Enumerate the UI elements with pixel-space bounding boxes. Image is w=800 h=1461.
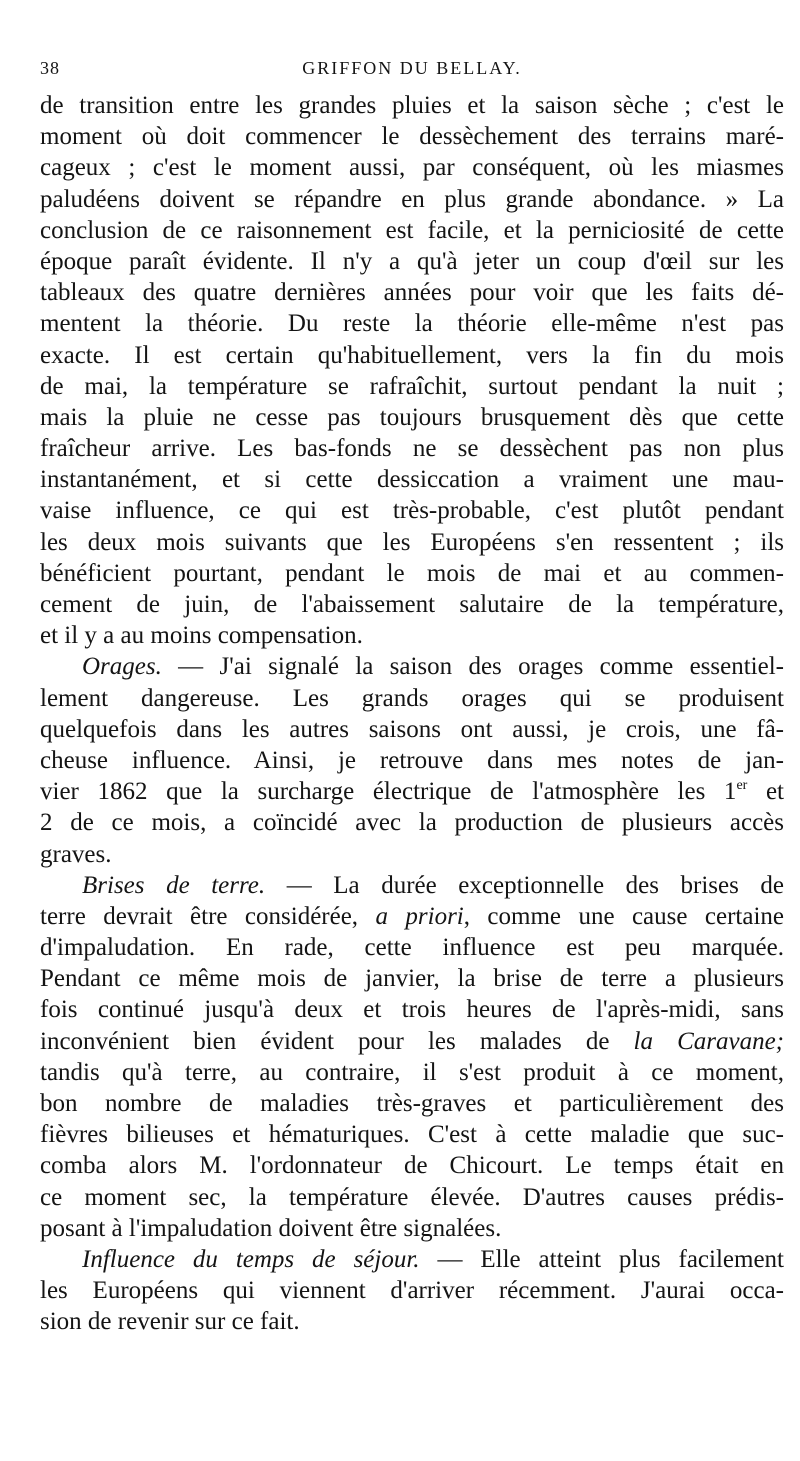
line-text: et il y a au moins compensation. <box>40 622 363 650</box>
line-text: Pendant ce même mois de janvier, la brise de terre a plusieurs <box>40 965 784 993</box>
text-line <box>40 1275 784 1306</box>
line-text: ce moment sec, la température élevée. D'autres causes prédis- <box>40 1183 784 1211</box>
line-text: vaise influence, ce qui est très-probable, c'est plutôt pendant <box>40 497 784 525</box>
text-line <box>40 1213 784 1244</box>
line-text: cheuse influence. Ainsi, je retrouve dans mes notes de jan- <box>40 746 784 774</box>
text-line <box>40 90 784 121</box>
line-text: d'impaludation. En rade, cette influence est peu marquée. <box>40 934 784 962</box>
line-text: fois continué jusqu'à deux et trois heures de l'après-midi, sans <box>40 996 784 1024</box>
text-line <box>40 371 784 402</box>
line-text: moment où doit commencer le dessèchement des terrains maré- <box>40 123 784 151</box>
line-text: les Européens qui viennent d'arriver récemment. J'aurai occa- <box>40 1277 784 1305</box>
text-line <box>40 464 784 495</box>
line-text-after: et <box>747 778 784 806</box>
line-text: mais la pluie ne cesse pas toujours brusquement dès que cette <box>40 403 784 431</box>
line-text: de mai, la température se rafraîchit, surtout pendant la nuit ; <box>40 372 784 400</box>
text-line <box>40 152 784 183</box>
line-text: bénéficient pourtant, pendant le mois de mai et au commen- <box>40 559 784 587</box>
text-line <box>40 246 784 277</box>
text-line <box>40 745 784 776</box>
text-line <box>40 901 784 932</box>
running-head <box>40 58 784 90</box>
text-line <box>40 1150 784 1181</box>
line-text: terre devrait être considérée, <box>40 902 376 930</box>
line-text: paludéens doivent se répandre en plus grande abondance. » La <box>40 185 784 213</box>
text-line <box>40 651 784 682</box>
line-text: exacte. Il est certain qu'habituellement, vers la fin du mois <box>40 341 784 369</box>
line-text: conclusion de ce raisonnement est facile, et la perniciosité de cette <box>40 216 784 244</box>
section-heading: Orages. <box>82 653 162 681</box>
line-text: inconvénient bien évident pour les malades de <box>40 1027 634 1055</box>
line-text: — La durée exceptionnelle des brises de <box>265 871 785 899</box>
text-line <box>40 340 784 371</box>
line-text: graves. <box>40 840 112 868</box>
text-line <box>40 433 784 464</box>
text-line <box>40 558 784 589</box>
superscript: er <box>736 778 748 794</box>
text-line <box>40 1026 784 1057</box>
text-line <box>40 121 784 152</box>
line-text: fièvres bilieuses et hématuriques. C'est à cette maladie que suc- <box>40 1121 784 1149</box>
text-line <box>40 402 784 433</box>
text-line <box>40 1119 784 1150</box>
book-page <box>40 58 784 1338</box>
line-text: mentent la théorie. Du reste la théorie elle-même n'est pas <box>40 310 784 338</box>
italic-text: a priori <box>375 902 464 930</box>
text-line <box>40 215 784 246</box>
line-text: posant à l'impaludation doivent être signalées. <box>40 1214 502 1242</box>
line-text: fraîcheur arrive. Les bas-fonds ne se dessèchent pas non plus <box>40 435 784 463</box>
line-text: vier 1862 que la surcharge électrique de l'atmosphère les 1 <box>40 778 737 806</box>
text-line <box>40 308 784 339</box>
text-line <box>40 1244 784 1275</box>
line-text: tableaux des quatre dernières années pour voir que les faits dé- <box>40 279 784 307</box>
line-text: cement de juin, de l'abaissement salutaire de la température, <box>40 591 784 618</box>
line-text: époque paraît évidente. Il n'y a qu'à jeter un coup d'œil sur les <box>40 247 784 275</box>
text-line <box>40 277 784 308</box>
section-heading: Brises de terre. <box>82 871 266 899</box>
text-line <box>40 963 784 994</box>
text-line <box>40 994 784 1025</box>
line-text: les deux mois suivants que les Européens s'en ressentent ; ils <box>40 528 784 556</box>
line-text: comba alors M. l'ordonnateur de Chicourt. Le temps était en <box>40 1152 784 1180</box>
text-line <box>40 683 784 714</box>
italic-text: la Caravane; <box>633 1027 784 1055</box>
line-text: sion de revenir sur ce fait. <box>40 1308 300 1336</box>
line-text: tandis qu'à terre, au contraire, il s'est produit à ce moment, <box>40 1058 784 1086</box>
body-text <box>40 90 784 1338</box>
running-head-title: GRIFFON DU BELLAY. <box>302 58 522 78</box>
line-text: — Elle atteint plus facilement <box>419 1245 784 1273</box>
text-line <box>40 932 784 963</box>
line-text: instantanément, et si cette dessiccation a vraiment une mau- <box>40 466 784 494</box>
text-line <box>40 714 784 745</box>
line-text: lement dangereuse. Les grands orages qui se produisent <box>40 684 784 712</box>
text-line <box>40 495 784 526</box>
line-text: — J'ai signalé la saison des orages comme essentiel- <box>161 653 784 681</box>
text-line <box>40 870 784 901</box>
text-line <box>40 1088 784 1119</box>
text-line <box>40 839 784 870</box>
text-line <box>40 1306 784 1337</box>
line-text: 2 de ce mois, a coïncidé avec la production de plusieurs accès <box>40 809 784 837</box>
text-line <box>40 620 784 651</box>
text-line <box>40 807 784 838</box>
line-text: bon nombre de maladies très-graves et particulièrement des <box>40 1090 784 1117</box>
page-number: 38 <box>40 58 60 78</box>
text-line <box>40 589 784 620</box>
text-line <box>40 1057 784 1088</box>
text-line <box>40 1182 784 1213</box>
text-line <box>40 776 784 807</box>
section-heading: Influence du temps de séjour. <box>82 1245 420 1273</box>
text-line <box>40 527 784 558</box>
text-line <box>40 184 784 215</box>
line-text: quelquefois dans les autres saisons ont aussi, je crois, une fâ- <box>40 715 784 743</box>
line-text: de transition entre les grandes pluies et la saison sèche ; c'est le <box>40 92 784 119</box>
line-text-after: , comme une cause certaine <box>463 902 784 930</box>
line-text: cageux ; c'est le moment aussi, par conséquent, où les miasmes <box>40 154 784 182</box>
